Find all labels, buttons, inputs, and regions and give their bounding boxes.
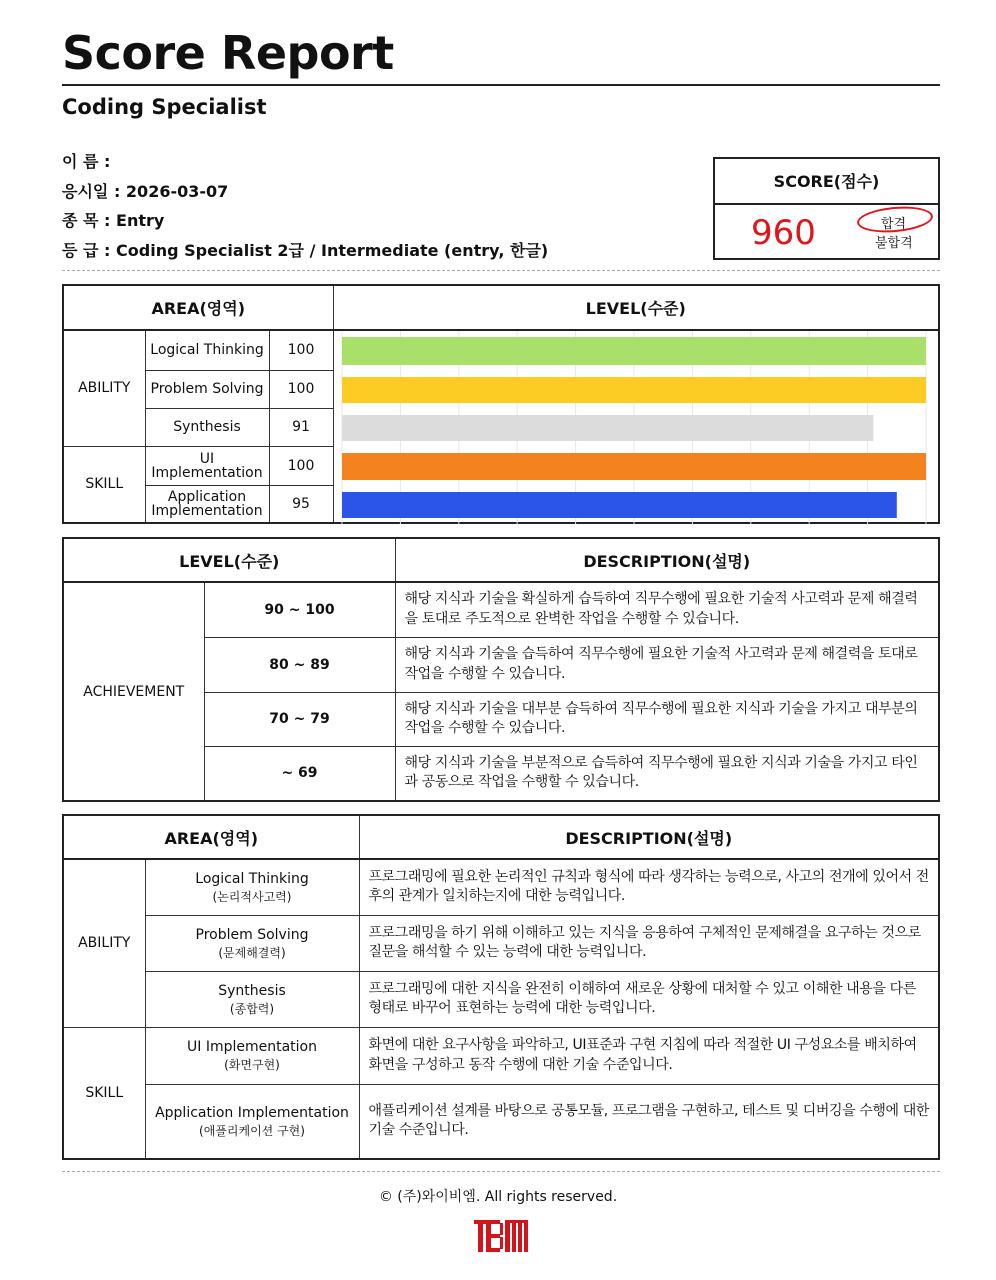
area-name-ko: (문제해결력) [218, 945, 286, 960]
copyright: © (주)와이비엠. All rights reserved. [378, 1189, 618, 1205]
level-range: ~ 69 [204, 746, 395, 801]
info-key: 종 목 : [62, 211, 111, 230]
group-achievement: ACHIEVEMENT [63, 582, 204, 801]
area-name-ko: (논리적사고력) [212, 889, 292, 904]
info-row-grade [62, 236, 548, 266]
area-name-en: Application Implementation [155, 1104, 349, 1121]
score-value: 960 [751, 213, 816, 253]
level-range: 70 ~ 79 [204, 692, 395, 746]
info-key: 등 급 : [62, 240, 111, 260]
title-rule [62, 84, 940, 86]
level-chart-table [62, 284, 940, 524]
bar-synthesis [342, 415, 873, 441]
area-name [145, 971, 359, 1027]
level-description: 해당 지식과 기술을 부분적으로 습득하여 직무수행에 필요한 지식과 기술을 가지고 타인과 공동으로 작업을 수행할 수 있습니다. [395, 746, 939, 801]
info-row-date [62, 177, 548, 207]
area-header: AREA(영역) [63, 285, 333, 330]
area-label: Problem Solving [145, 370, 269, 408]
area-description: 프로그래밍에 대한 지식을 완전히 이해하여 새로운 상황에 대처할 수 있고 이해한 내용을 다른 형태로 바꾸어 표현하는 능력에 대한 능력입니다. [359, 971, 939, 1027]
fail-label: 불합격 [875, 236, 913, 251]
level-header: LEVEL(수준) [333, 285, 939, 330]
achievement-table [62, 537, 940, 802]
level-description: 해당 지식과 기술을 습득하여 직무수행에 필요한 기술적 사고력과 문제 해결력을 토대로 작업을 수행할 수 있습니다. [395, 637, 939, 692]
area-score: 95 [269, 485, 333, 523]
pass-mark-circle [856, 204, 934, 236]
area-description: 프로그래밍을 하기 위해 이해하고 있는 지식을 응용하여 구체적인 문제해결을 요구하는 것으로 질문을 해석할 수 있는 능력에 대한 능력입니다. [359, 915, 939, 971]
level-range: 90 ~ 100 [204, 582, 395, 637]
group-ability: ABILITY [63, 330, 145, 446]
info-value: Coding Specialist 2급 / Intermediate (entry, 한글) [116, 240, 549, 260]
area-name-en: UI Implementation [187, 1039, 317, 1055]
bar-chart-cell [333, 330, 939, 523]
area-description: 애플리케이션 설계를 바탕으로 공통모듈, 프로그램을 구현하고, 테스트 및 디버깅을 수행에 대한 기술 수준입니다. [359, 1084, 939, 1159]
area-name-en: Logical Thinking [195, 870, 309, 887]
ybm-logo [474, 1220, 530, 1252]
area-name-ko: (애플리케이션 구현) [199, 1123, 305, 1138]
info-row-subject [62, 206, 548, 236]
bar-logical-thinking [342, 337, 926, 365]
area-name [145, 915, 359, 971]
info-row-name [62, 147, 548, 177]
divider [62, 270, 940, 271]
bar-ui-implementation [342, 453, 926, 480]
bar-chart [334, 331, 938, 524]
page-subtitle: Coding Specialist [62, 95, 267, 119]
divider [62, 1171, 940, 1172]
area-score: 91 [269, 408, 333, 446]
area-name [145, 1084, 359, 1159]
score-box [713, 157, 940, 260]
description-header: DESCRIPTION(설명) [395, 538, 939, 582]
level-description: 해당 지식과 기술을 대부분 습득하여 직무수행에 필요한 지식과 기술을 가지고 대부분의 작업을 수행할 수 있습니다. [395, 692, 939, 746]
group-skill: SKILL [63, 446, 145, 523]
area-name [145, 1027, 359, 1084]
group-ability: ABILITY [63, 859, 145, 1027]
area-description-table [62, 814, 940, 1160]
score-label: SCORE(점수) [715, 159, 938, 205]
area-label: Application Implementation [145, 485, 269, 523]
area-name-ko: (화면구현) [224, 1058, 280, 1072]
area-label: UI Implementation [145, 446, 269, 485]
ybm-logo-mark [474, 1220, 528, 1252]
area-description: 화면에 대한 요구사항을 파악하고, UI표준과 구현 지침에 따라 적절한 UI 구성요소를 배치하여 화면을 구성하고 동작 수행에 대한 기술 수준입니다. [359, 1027, 939, 1084]
area-label: Synthesis [145, 408, 269, 446]
pass-label: 합격 [881, 217, 907, 232]
level-range: 80 ~ 89 [204, 637, 395, 692]
area-name [145, 859, 359, 915]
area-score: 100 [269, 446, 333, 485]
area-score: 100 [269, 330, 333, 370]
info-value: Entry [116, 211, 165, 230]
level-description: 해당 지식과 기술을 확실하게 습득하여 직무수행에 필요한 기술적 사고력과 문제 해결력을 토대로 주도적으로 완벽한 작업을 수행할 수 있습니다. [395, 582, 939, 637]
area-header: AREA(영역) [63, 815, 359, 859]
description-header: DESCRIPTION(설명) [359, 815, 939, 859]
area-name-en: Problem Solving [195, 926, 309, 943]
area-label: Logical Thinking [145, 330, 269, 370]
candidate-info [62, 147, 548, 265]
area-name-ko: (종합력) [229, 1001, 275, 1016]
level-header: LEVEL(수준) [63, 538, 395, 582]
bar-application-implementation [342, 492, 897, 518]
bar-problem-solving [342, 377, 926, 403]
page-title: Score Report [62, 26, 394, 80]
info-key: 응시일 : [62, 181, 121, 201]
info-value: 2026-03-07 [125, 181, 229, 201]
info-key: 이 름 : [62, 152, 111, 171]
area-description: 프로그래밍에 필요한 논리적인 규칙과 형식에 따라 생각하는 능력으로, 사고의 전개에 있어서 전후의 관계가 일치하는지에 대한 능력입니다. [359, 859, 939, 915]
area-name-en: Synthesis [218, 982, 286, 999]
group-skill: SKILL [63, 1027, 145, 1159]
area-score: 100 [269, 370, 333, 408]
